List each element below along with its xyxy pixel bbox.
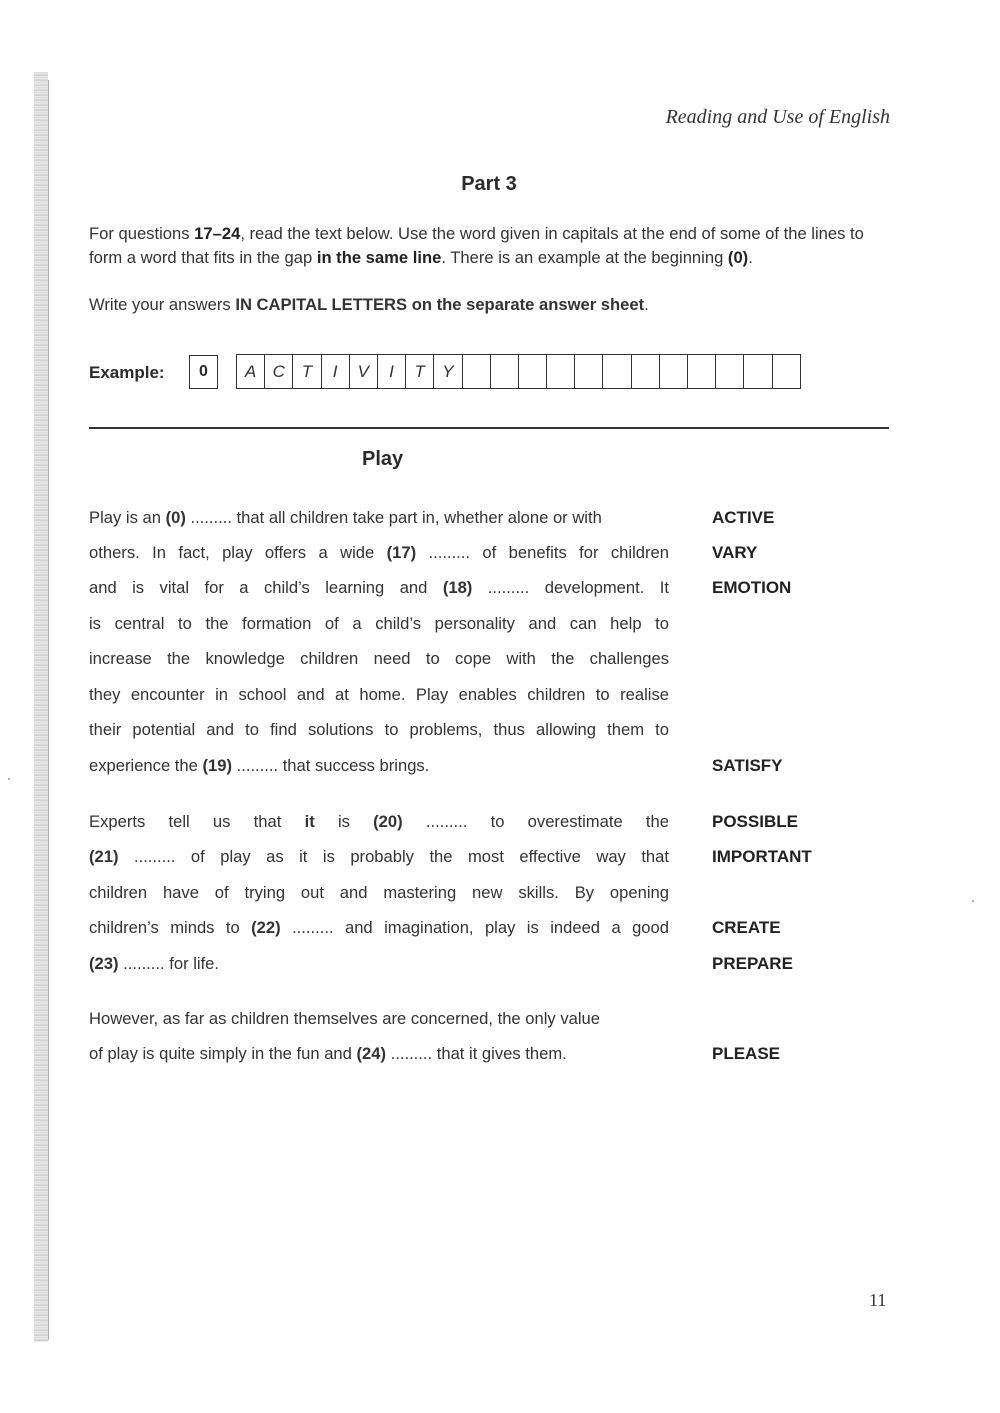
- text-line: [89, 647, 669, 671]
- instruction-bold: 17–24: [194, 224, 241, 243]
- scan-speck: [8, 778, 10, 780]
- text-line-bold: (0): [165, 508, 186, 527]
- page-edge-line: [48, 80, 49, 1340]
- text-line-bold: (18): [442, 578, 473, 597]
- text-line-text: experience the: [89, 756, 203, 775]
- text-line-bold: (17): [386, 543, 417, 562]
- text-line-bold: (23): [89, 954, 119, 973]
- example-letter-box: [518, 355, 546, 388]
- page-number: 11: [869, 1290, 887, 1310]
- stem-word: POSSIBLE: [712, 812, 798, 831]
- example-answer-boxes: [236, 354, 801, 389]
- text-line-text: However, as far as children themselves are concerned, the only value: [89, 1009, 600, 1028]
- example-letter-box: [659, 355, 687, 388]
- example-letter-box: [715, 355, 743, 388]
- stem-word: VARY: [712, 543, 758, 562]
- text-line-text: and is vital for a child’s learning and: [89, 578, 443, 597]
- stem-word: ACTIVE: [712, 508, 775, 527]
- text-line: [89, 612, 669, 636]
- text-line-text: ......... of play as it is probably the most effective way that: [118, 847, 669, 866]
- instructions-paragraph: [89, 222, 894, 270]
- text-line-text: ......... that it gives them.: [386, 1044, 567, 1063]
- instruction-bold: IN CAPITAL LETTERS on the separate answer sheet: [235, 295, 645, 314]
- text-line-text: ......... that all children take part in, whether alone or with: [185, 508, 602, 527]
- text-line-bold: (22): [251, 918, 281, 937]
- stem-word: PREPARE: [712, 954, 793, 973]
- example-letter-box: I: [377, 355, 405, 388]
- stem-word: EMOTION: [712, 578, 792, 597]
- text-line: [89, 683, 669, 707]
- text-line: [89, 754, 669, 778]
- example-letter-box: [490, 355, 518, 388]
- text-line-text: their potential and to find solutions to problems, thus allowing them to: [89, 720, 669, 739]
- stem-word: SATISFY: [712, 756, 783, 775]
- text-line-text: ......... that success brings.: [231, 756, 430, 775]
- example-letter-box: T: [292, 355, 320, 388]
- text-line-text: of play is quite simply in the fun and: [89, 1044, 357, 1063]
- text-line: [89, 845, 669, 869]
- text-line: [89, 718, 669, 742]
- section-divider: [89, 427, 889, 429]
- text-line-text: ......... of benefits for children: [416, 543, 669, 562]
- example-label: Example:: [89, 363, 165, 382]
- example-letter-box: [574, 355, 602, 388]
- text-line-bold: it: [304, 812, 315, 831]
- example-letter-box: [462, 355, 490, 388]
- answer-instruction: [89, 295, 649, 315]
- instruction-text: . There is an example at the beginning: [441, 248, 728, 267]
- instruction-text: Write your answers: [89, 295, 236, 314]
- text-line-text: ......... and imagination, play is indeed a good: [280, 918, 669, 937]
- instruction-text: .: [644, 295, 649, 314]
- instruction-bold: (0): [727, 248, 749, 267]
- instruction-text: , read the text below. Use the word given in capitals at the end of some of the lines to form a word that fits in the gap: [89, 224, 864, 267]
- running-header: Reading and Use of English: [665, 106, 890, 128]
- stem-word: IMPORTANT: [712, 847, 812, 866]
- text-line-bold: (24): [356, 1044, 387, 1063]
- text-line-bold: (21): [89, 847, 119, 866]
- example-letter-box: [743, 355, 771, 388]
- example-letter-box: [772, 355, 800, 388]
- example-letter-box: [602, 355, 630, 388]
- text-line-text: they encounter in school and at home. Play enables children to realise: [89, 685, 669, 704]
- text-line-bold: (19): [202, 756, 232, 775]
- binding-edge-scan-shadow: [34, 72, 48, 1342]
- text-line: [89, 1042, 669, 1066]
- text-line-text: ......... to overestimate the: [402, 812, 669, 831]
- text-line-text: children have of trying out and mastering new skills. By opening: [89, 883, 669, 902]
- part-title: Part 3: [461, 173, 517, 195]
- text-line: [89, 916, 669, 940]
- text-line: [89, 952, 669, 976]
- text-title: Play: [362, 448, 404, 470]
- text-line: [89, 1007, 669, 1031]
- instruction-bold: in the same line: [316, 248, 442, 267]
- text-line-text: children’s minds to: [89, 918, 252, 937]
- text-line-text: is central to the formation of a child’s personality and can help to: [89, 614, 669, 633]
- stem-word: PLEASE: [712, 1044, 781, 1063]
- example-letter-box: V: [349, 355, 377, 388]
- text-line: [89, 881, 669, 905]
- text-line: [89, 576, 669, 600]
- example-letter-box: [631, 355, 659, 388]
- text-line-text: others. In fact, play offers a wide: [89, 543, 387, 562]
- example-letter-box: [546, 355, 574, 388]
- text-line-text: ......... development. It: [472, 578, 669, 597]
- text-line-text: is: [314, 812, 374, 831]
- scan-speck: [972, 900, 974, 902]
- example-letter-box: T: [405, 355, 433, 388]
- example-letter-box: I: [321, 355, 349, 388]
- text-line-bold: (20): [373, 812, 403, 831]
- example-letter-box: Y: [433, 355, 461, 388]
- text-line-text: increase the knowledge children need to cope with the challenges: [89, 649, 669, 668]
- instruction-text: For questions: [89, 224, 195, 243]
- text-line-text: ......... for life.: [118, 954, 220, 973]
- example-letter-box: [687, 355, 715, 388]
- text-line-text: Play is an: [89, 508, 166, 527]
- instruction-text: .: [748, 248, 753, 267]
- example-letter-box: C: [264, 355, 292, 388]
- stem-word: CREATE: [712, 918, 781, 937]
- text-line: [89, 541, 669, 565]
- text-line-text: Experts tell us that: [89, 812, 305, 831]
- text-line: [89, 506, 669, 530]
- example-letter-box: A: [244, 361, 257, 381]
- text-line: [89, 810, 669, 834]
- example-number-box: 0: [189, 355, 218, 389]
